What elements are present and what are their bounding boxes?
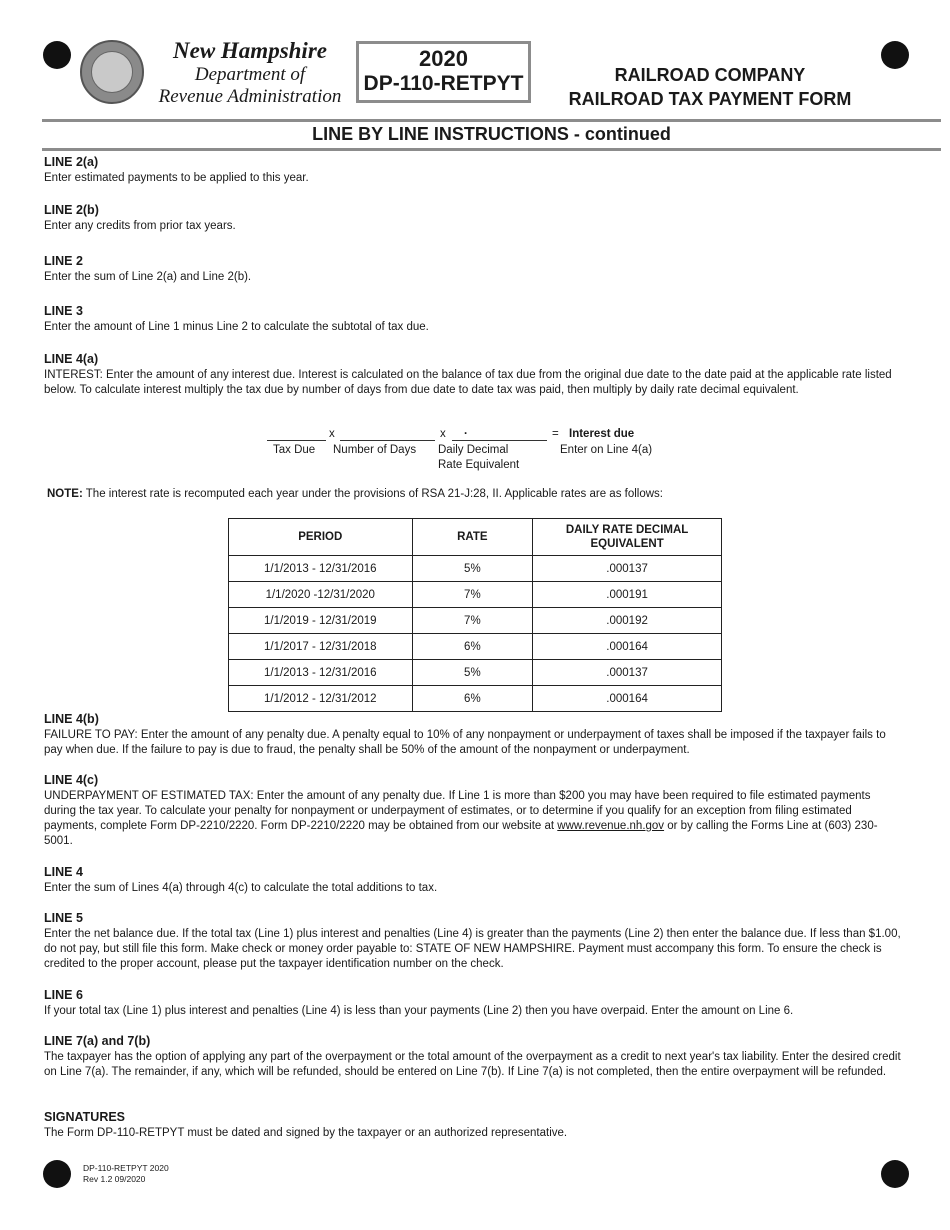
label-daily-decimal: Daily Decimal (438, 444, 509, 456)
agency-state: New Hampshire (173, 38, 327, 63)
section-line-4 (44, 864, 902, 896)
section-text: If your total tax (Line 1) plus interest and penalties (Line 4) is less than your payments (Line 2) then you have overpaid. Enter the amount on Line 6. (44, 1005, 794, 1017)
label-rate-equivalent: Rate Equivalent (438, 459, 520, 471)
section-heading: LINE 2(b) (44, 203, 99, 217)
form-title (555, 63, 865, 111)
cell-rate: 6% (412, 686, 533, 712)
section-heading: LINE 4(b) (44, 712, 99, 726)
cell-daily-rate: .000191 (533, 582, 722, 608)
label-number-of-days: Number of Days (333, 444, 417, 456)
table-row (229, 634, 722, 660)
formula-equals: = (552, 428, 559, 440)
section-line-7 (44, 1033, 902, 1080)
section-text: The Form DP-110-RETPYT must be dated and signed by the taxpayer or an authorized representative. (44, 1127, 568, 1139)
form-title-line2: RAILROAD TAX PAYMENT FORM (568, 89, 852, 109)
section-heading: LINE 4 (44, 865, 83, 879)
column-header-period: PERIOD (229, 519, 413, 556)
label-enter-on-line: Enter on Line 4(a) (560, 444, 653, 456)
section-line-4b (44, 711, 902, 758)
table-row (229, 608, 722, 634)
section-heading: LINE 3 (44, 304, 83, 318)
agency-division: Revenue Administration (158, 86, 342, 107)
section-banner: LINE BY LINE INSTRUCTIONS - continued (312, 124, 671, 144)
section-text: Enter any credits from prior tax years. (44, 220, 236, 232)
line4c-text-after: or by calling the Forms Line at (603) 230-5001. (44, 820, 878, 847)
cell-daily-rate: .000137 (533, 556, 722, 582)
note-label: NOTE: (47, 488, 83, 500)
footer-form-id: DP-110-RETPYT 2020 (83, 1163, 169, 1173)
cell-period: 1/1/2017 - 12/31/2018 (229, 634, 413, 660)
cell-rate: 5% (412, 660, 533, 686)
form-title-line1: RAILROAD COMPANY (614, 65, 806, 85)
label-tax-due: Tax Due (273, 444, 316, 456)
cell-daily-rate: .000192 (533, 608, 722, 634)
section-text (44, 789, 902, 849)
rate-blank (452, 440, 547, 441)
cell-period: 1/1/2020 -12/31/2020 (229, 582, 413, 608)
section-text: The taxpayer has the option of applying any part of the overpayment or the total amount of the overpayment as a credit to next year's tax liability. Enter the desired credit on Line 7(a). The remainder, if any, which will be refunded, should be entered on Line 7(b). If Line 7(a) is not completed, then the entire overpayment will be refunded. (44, 1051, 901, 1078)
section-text: INTEREST: Enter the amount of any interest due. Interest is calculated on the balance of tax due from the original due date to the date paid at the applicable rate listed below. To calculate interest multiply the tax due by number of days from due date to date tax was paid, then multiply by daily rate decimal equivalent. (44, 369, 892, 396)
section-line-2 (44, 253, 902, 285)
registration-mark-top-left (43, 41, 71, 69)
cell-daily-rate: .000164 (533, 686, 722, 712)
form-year: 2020 (419, 46, 468, 71)
header-rule-top (42, 119, 941, 122)
table-header-row (229, 519, 722, 556)
agency-name (146, 38, 354, 108)
line4c-text-before: UNDERPAYMENT OF ESTIMATED TAX: Enter the amount of any penalty due. If Line 1 is more than $200 you may have been required to file estimated payments during the tax year. To calculate your penalty for nonpayment or underpayment of estimates, or to determine if you qualify for an exception from filing estimated payments, complete Form DP-2210/2220. Form DP-2210/2220 may be obtained from our website at (44, 790, 871, 832)
formula-decimal-point: . (464, 425, 468, 437)
section-line-4c (44, 772, 902, 849)
section-text: FAILURE TO PAY: Enter the amount of any penalty due. A penalty equal to 10% of any nonpayment or underpayment of taxes shall be imposed if the taxpayer fails to pay when due. If the failure to pay is due to fraud, the penalty shall be 50% of the amount of the nonpayment or underpayment. (44, 729, 886, 756)
section-signatures (44, 1109, 902, 1141)
registration-mark-top-right (881, 41, 909, 69)
rate-note (47, 488, 663, 500)
days-blank (340, 440, 435, 441)
cell-period: 1/1/2013 - 12/31/2016 (229, 660, 413, 686)
cell-rate: 7% (412, 582, 533, 608)
column-header-daily-rate: DAILY RATE DECIMAL EQUIVALENT (533, 519, 722, 556)
cell-period: 1/1/2012 - 12/31/2012 (229, 686, 413, 712)
section-line-2b (44, 202, 902, 234)
section-heading: LINE 7(a) and 7(b) (44, 1034, 151, 1048)
section-heading: LINE 6 (44, 988, 83, 1002)
cell-period: 1/1/2013 - 12/31/2016 (229, 556, 413, 582)
table-row (229, 660, 722, 686)
formula-times-2: x (440, 428, 446, 440)
table-row (229, 556, 722, 582)
form-number: DP-110-RETPYT (363, 72, 524, 95)
cell-rate: 5% (412, 556, 533, 582)
note-text: The interest rate is recomputed each year under the provisions of RSA 21-J:28, II. Applicable rates are as follows: (82, 488, 663, 500)
section-heading: LINE 4(a) (44, 352, 99, 366)
section-line-4a (44, 351, 902, 398)
section-heading: LINE 4(c) (44, 773, 99, 787)
table-row (229, 582, 722, 608)
section-text: Enter the sum of Line 2(a) and Line 2(b). (44, 271, 252, 283)
form-footer (83, 1163, 169, 1185)
formula-times-1: x (329, 428, 335, 440)
header-rule-bottom (42, 148, 941, 151)
registration-mark-bottom-left (43, 1160, 71, 1188)
section-line-3 (44, 303, 902, 335)
cell-daily-rate: .000137 (533, 660, 722, 686)
section-text: Enter estimated payments to be applied to this year. (44, 172, 309, 184)
formula-result: Interest due (569, 428, 635, 440)
column-header-rate: RATE (412, 519, 533, 556)
section-heading: LINE 2(a) (44, 155, 99, 169)
section-heading: LINE 2 (44, 254, 83, 268)
revenue-website-link[interactable]: www.revenue.nh.gov (557, 820, 665, 832)
cell-rate: 6% (412, 634, 533, 660)
registration-mark-bottom-right (881, 1160, 909, 1188)
state-seal-icon (80, 40, 144, 104)
section-text: Enter the sum of Lines 4(a) through 4(c) to calculate the total additions to tax. (44, 882, 438, 894)
footer-revision: Rev 1.2 09/2020 (83, 1174, 146, 1184)
cell-period: 1/1/2019 - 12/31/2019 (229, 608, 413, 634)
tax-due-blank (267, 440, 326, 441)
agency-department: Department of (194, 64, 306, 85)
cell-daily-rate: .000164 (533, 634, 722, 660)
section-line-5 (44, 910, 902, 972)
table-row (229, 686, 722, 712)
section-line-2a (44, 154, 902, 186)
cell-rate: 7% (412, 608, 533, 634)
section-text: Enter the amount of Line 1 minus Line 2 to calculate the subtotal of tax due. (44, 321, 429, 333)
section-heading: LINE 5 (44, 911, 83, 925)
form-id-box (356, 41, 531, 103)
section-line-6 (44, 987, 902, 1019)
section-text: Enter the net balance due. If the total tax (Line 1) plus interest and penalties (Line 4) is greater than the payments (Line 2) then enter the balance due. If less than $1.00, do not pay, but still file this form. Make check or money order payable to: STATE OF NEW HAMPSHIRE. Payment must accompany this form. To ensure the check is credited to the proper account, please put the taxpayer identification number on the check. (44, 928, 901, 970)
section-heading: SIGNATURES (44, 1110, 126, 1124)
interest-rate-table (228, 518, 722, 712)
